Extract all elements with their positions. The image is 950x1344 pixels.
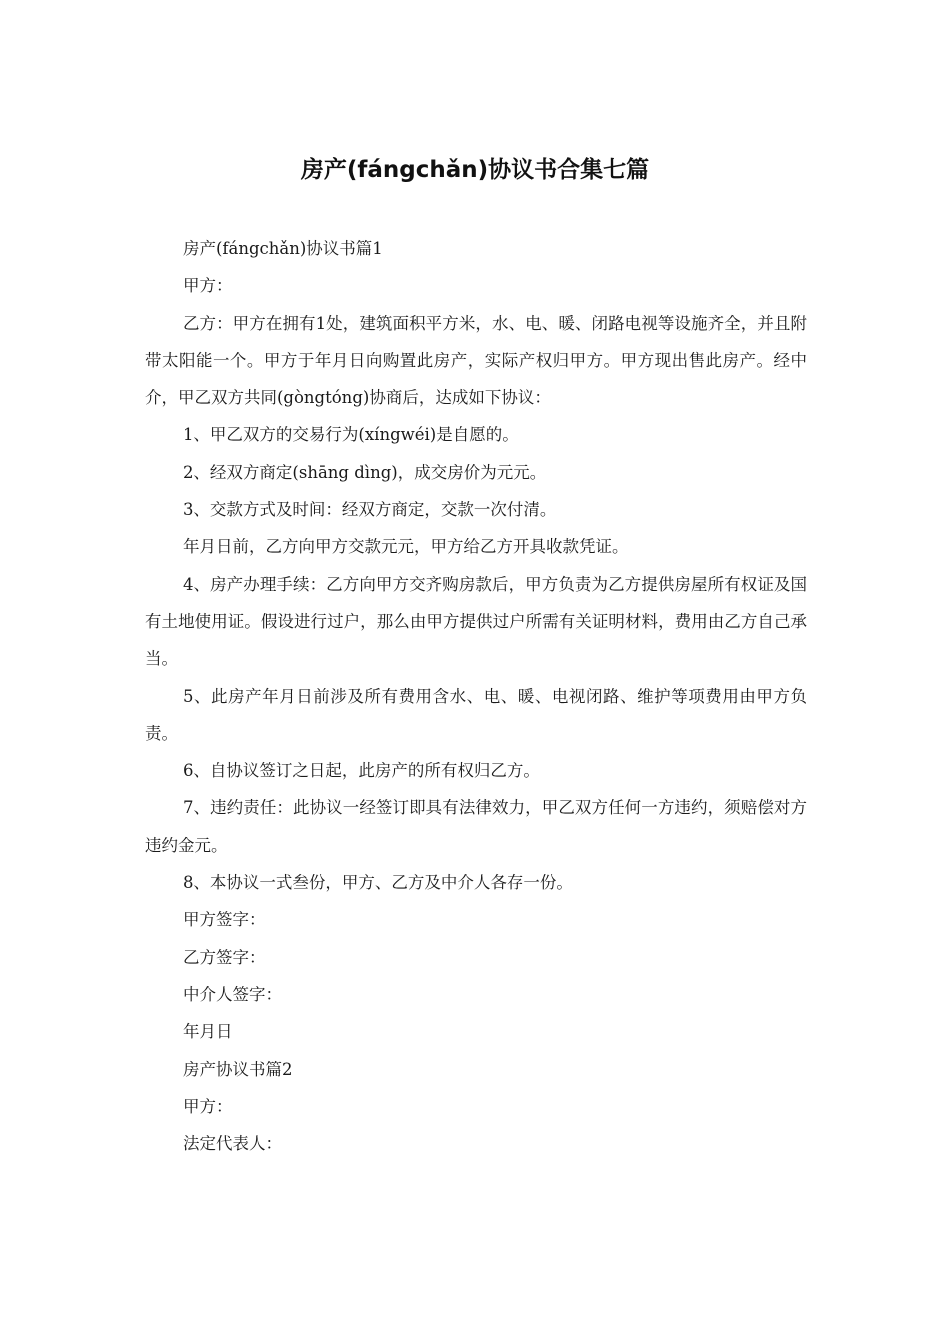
document-body bbox=[145, 230, 807, 1162]
paragraph: 年月日前，乙方向甲方交款元元，甲方给乙方开具收款凭证。 bbox=[182, 537, 629, 557]
paragraph: 7、违约责任：此协议一经签订即具有法律效力，甲乙双方任何一方违约，须赔偿对方违约金元。 bbox=[145, 798, 807, 855]
paragraph: 4、房产办理手续：乙方向甲方交齐购房款后，甲方负责为乙方提供房屋所有权证及国有土地使用证。假设进行过户，那么由甲方提供过户所需有关证明材料，费用由乙方自己承当。 bbox=[145, 574, 807, 669]
paragraph: 甲方： bbox=[182, 1096, 233, 1116]
paragraph: 6、自协议签订之日起，此房产的所有权归乙方。 bbox=[182, 761, 540, 781]
paragraph: 8、本协议一式叁份，甲方、乙方及中介人各存一份。 bbox=[182, 873, 573, 893]
paragraph: 5、此房产年月日前涉及所有费用含水、电、暖、电视闭路、维护等项费用由甲方负责。 bbox=[145, 686, 807, 743]
signature-line: 中介人签字： bbox=[182, 984, 282, 1004]
signature-line: 乙方签字： bbox=[182, 947, 266, 967]
paragraph: 甲方： bbox=[182, 276, 233, 296]
date-line: 年月日 bbox=[182, 1022, 233, 1042]
paragraph: 法定代表人： bbox=[182, 1134, 282, 1154]
paragraph: 1、甲乙双方的交易行为(xíngwéi)是自愿的。 bbox=[182, 425, 519, 445]
signature-line: 甲方签字： bbox=[182, 910, 266, 930]
section-heading: 房产协议书篇2 bbox=[182, 1059, 293, 1079]
paragraph: 3、交款方式及时间：经双方商定，交款一次付清。 bbox=[182, 500, 557, 520]
paragraph: 2、经双方商定(shāng dìng)，成交房价为元元。 bbox=[182, 462, 547, 482]
section-heading: 房产(fángchǎn)协议书篇1 bbox=[182, 239, 383, 258]
paragraph: 乙方：甲方在拥有1处，建筑面积平方米，水、电、暖、闭路电视等设施齐全，并且附带太阳能一个。甲方于年月日向购置此房产，实际产权归甲方。甲方现出售此房产。经中介，甲乙双方共同(gòngtóng)协商后，达成如下协议： bbox=[145, 313, 807, 408]
document-title: 房产(fángchǎn)协议书合集七篇 bbox=[300, 157, 650, 183]
